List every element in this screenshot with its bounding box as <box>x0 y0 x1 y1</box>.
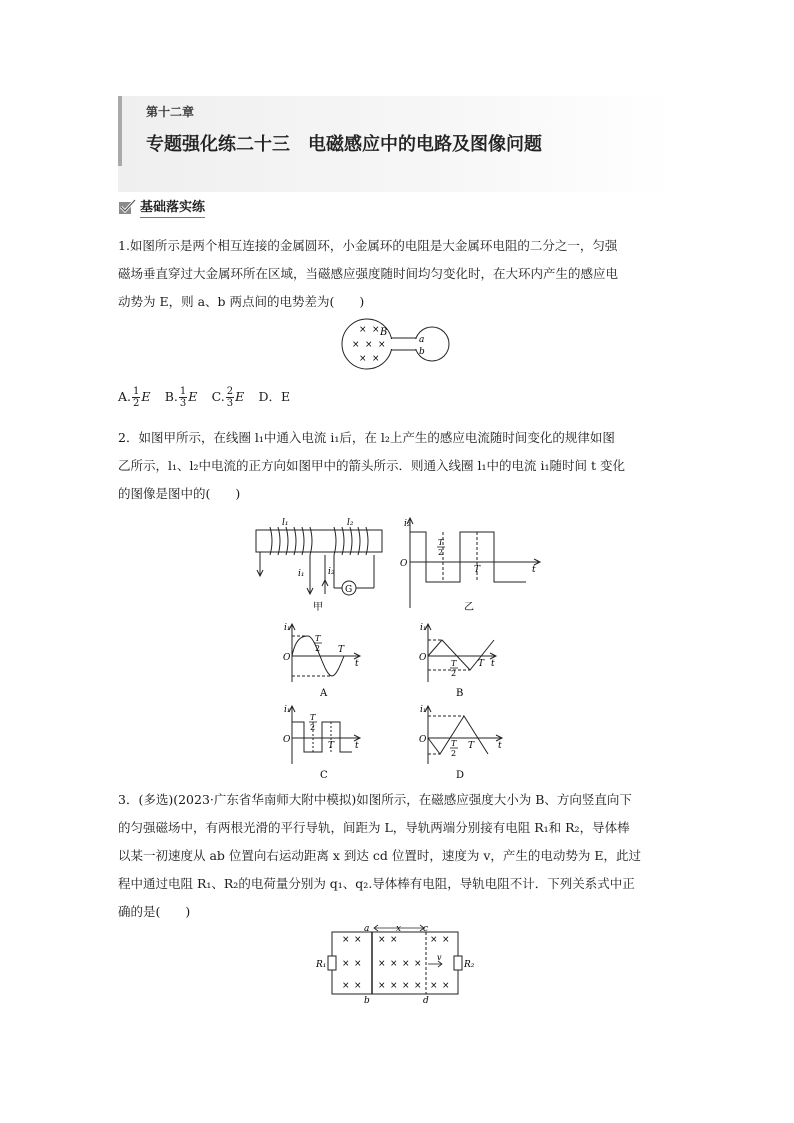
figure-caption: 甲 <box>313 602 323 613</box>
cross-mark: × <box>378 981 386 991</box>
q2-option-graph-A[interactable] <box>282 620 366 702</box>
galvanometer-label: G <box>345 585 353 595</box>
cross-mark: × <box>414 959 422 969</box>
graph-caption: B <box>456 688 464 699</box>
axis-label: i₂ <box>404 519 411 529</box>
cross-mark: × <box>354 959 362 969</box>
q3-figure-rails <box>316 922 476 1004</box>
q3-line: 以某一初速度从 ab 位置向右运动距离 x 到达 cd 位置时，速度为 v，产生的电动势为 E，此过 <box>118 848 641 863</box>
cross-mark: × <box>378 340 386 350</box>
q2-option-graph-C[interactable] <box>282 702 366 784</box>
label-i2: i₂ <box>328 567 335 577</box>
axis-t-label: t <box>532 565 536 575</box>
cross-mark: × <box>365 340 373 350</box>
page-title: 专题强化练二十三 电磁感应中的电路及图像问题 <box>146 134 542 155</box>
section-heading <box>118 196 205 218</box>
cross-mark: × <box>342 959 350 969</box>
label-b: b <box>364 996 370 1004</box>
cross-mark: × <box>342 935 350 945</box>
graph-caption: D <box>456 770 465 781</box>
q1-line: 磁场垂直穿过大金属环所在区域，当磁感应强度随时间均匀变化时，在大环内产生的感应电 <box>118 266 619 281</box>
q1-line: 1.如图所示是两个相互连接的金属圆环，小金属环的电阻是大金属环电阻的二分之一，匀强 <box>118 238 618 253</box>
tick-half-period-num: T <box>451 659 457 668</box>
axis-t-label: t <box>498 741 502 751</box>
axis-t-label: t <box>355 659 359 669</box>
label-b: b <box>419 347 425 357</box>
figure-caption: 乙 <box>464 602 474 613</box>
checkbox-icon <box>118 199 136 215</box>
axis-t-label: t <box>355 741 359 751</box>
cross-mark: × <box>354 935 362 945</box>
axis-label: i₁ <box>420 623 427 633</box>
axis-label: i₁ <box>420 705 427 715</box>
q2-line: 乙所示，l₁、l₂中电流的正方向如图甲中的箭头所示．则通入线圈 l₁中的电流 i₁随时间 t 变化 <box>118 458 625 473</box>
cross-mark: × <box>359 354 367 364</box>
option-C[interactable]: C. $\frac{2}{3}$ E <box>211 386 245 409</box>
q2-text <box>118 424 678 508</box>
cross-mark: × <box>442 981 450 991</box>
tick-period: T <box>328 741 335 751</box>
cross-mark: × <box>372 325 380 335</box>
cross-mark: × <box>414 981 422 991</box>
label-a: a <box>364 924 370 934</box>
tick-period: T <box>474 565 481 575</box>
tick-half-period-den: 2 <box>451 749 457 758</box>
origin-label: O <box>400 559 408 569</box>
graph-caption: C <box>320 770 328 781</box>
cross-mark: × <box>352 340 360 350</box>
q3-line: 程中通过电阻 R₁、R₂的电荷量分别为 q₁、q₂.导体棒有电阻，导轨电阻不计．下列关系式中正 <box>118 876 635 891</box>
label-c: c <box>423 924 429 934</box>
q2-line: 2．如图甲所示，在线圈 l₁中通入电流 i₁后，在 l₂上产生的感应电流随时间变化的规律如图 <box>118 430 615 445</box>
cross-mark: × <box>390 981 398 991</box>
q2-option-graph-B[interactable] <box>418 620 502 702</box>
tick-half-period-num: T <box>310 713 316 722</box>
q2-figure-yi <box>398 512 548 616</box>
tick-half-period-den: 2 <box>451 669 457 678</box>
cross-mark: × <box>402 981 410 991</box>
cross-mark: × <box>430 935 438 945</box>
q1-text <box>118 232 678 316</box>
q3-line: 确的是( ) <box>118 904 191 919</box>
label-i1: i₁ <box>298 569 305 579</box>
origin-label: O <box>283 735 291 745</box>
q1-options <box>118 386 290 409</box>
cross-mark: × <box>390 959 398 969</box>
q3-line: 的匀强磁场中，有两根光滑的平行导轨，间距为 L，导轨两端分别接有电阻 R₁和 R₂，导体棒 <box>118 820 630 835</box>
option-D[interactable]: D．E <box>258 389 291 404</box>
label-x: x <box>396 924 402 934</box>
label-R2: R₂ <box>464 960 475 970</box>
q2-figure-jia <box>252 514 388 614</box>
q2-option-graph-D[interactable] <box>418 702 508 784</box>
label-R1: R₁ <box>316 960 327 970</box>
tick-half-period-num: T <box>438 538 444 547</box>
label-d: d <box>423 996 429 1004</box>
origin-label: O <box>419 735 427 745</box>
label-l2: l₂ <box>347 518 354 528</box>
cross-mark: × <box>402 959 410 969</box>
cross-mark: × <box>378 935 386 945</box>
q3-text <box>118 786 678 926</box>
label-l1: l₁ <box>282 518 289 528</box>
label-B: B <box>380 327 388 338</box>
header-accent-bar <box>118 96 122 166</box>
tick-period: T <box>338 645 345 655</box>
axis-label: i₁ <box>284 623 291 633</box>
cross-mark: × <box>359 325 367 335</box>
q1-figure-rings <box>340 316 455 372</box>
tick-period: T <box>478 659 485 669</box>
graph-caption: A <box>320 688 328 699</box>
cross-mark: × <box>342 981 350 991</box>
tick-half-period-den: 2 <box>315 644 321 653</box>
axis-label: i₁ <box>284 705 291 715</box>
q1-line: 动势为 E，则 a、b 两点间的电势差为( ) <box>118 294 365 309</box>
section-label: 基础落实练 <box>140 196 205 218</box>
cross-mark: × <box>390 935 398 945</box>
cross-mark: × <box>354 981 362 991</box>
tick-half-period-num: T <box>315 634 321 643</box>
option-A[interactable]: A. $\frac{1}{2}$ E <box>118 386 151 409</box>
axis-t-label: t <box>491 659 495 669</box>
origin-label: O <box>419 653 427 663</box>
q2-line: 的图像是图中的( ) <box>118 486 241 501</box>
option-B[interactable]: B. $\frac{1}{3}$ E <box>164 386 198 409</box>
tick-half-period-num: T <box>451 739 457 748</box>
cross-mark: × <box>442 935 450 945</box>
label-a: a <box>419 335 425 345</box>
chapter-label: 第十二章 <box>146 105 195 119</box>
cross-mark: × <box>378 959 386 969</box>
cross-mark: × <box>372 354 380 364</box>
label-v: v <box>437 953 442 962</box>
origin-label: O <box>283 653 291 663</box>
q3-line: 3．(多选)(2023·广东省华南师大附中模拟)如图所示，在磁感应强度大小为 B、方向竖直向下 <box>118 792 632 807</box>
tick-half-period-den: 2 <box>310 723 316 732</box>
tick-half-period-den: 2 <box>438 548 444 557</box>
cross-mark: × <box>430 981 438 991</box>
tick-period: T <box>468 741 475 751</box>
